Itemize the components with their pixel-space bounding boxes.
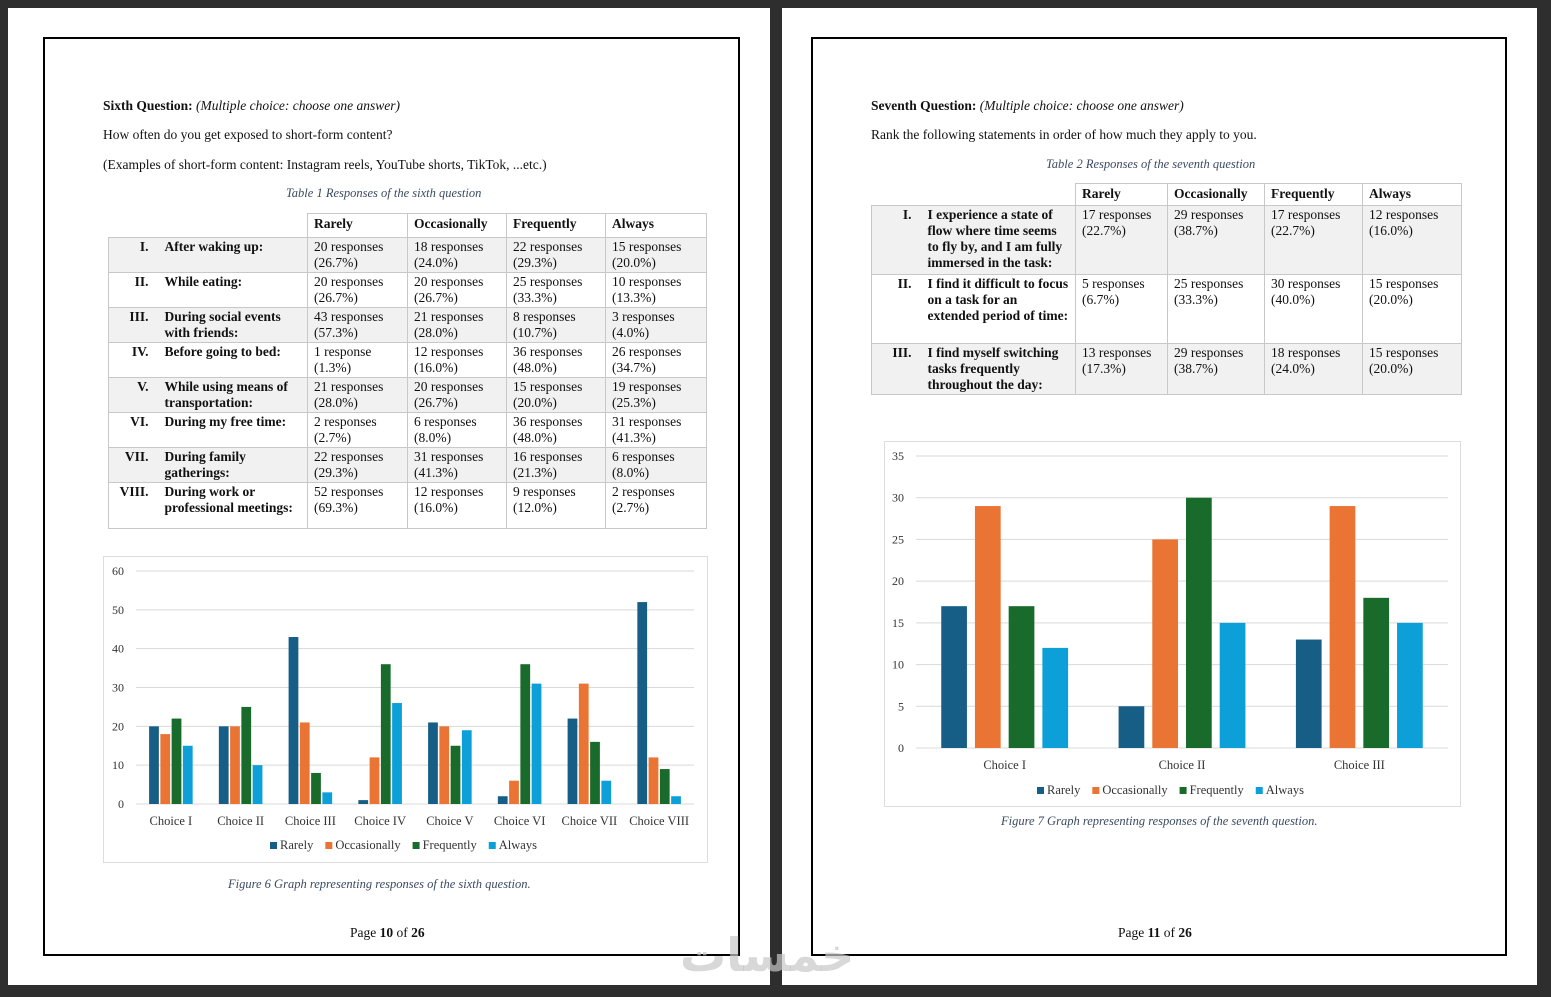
bar-rarely-choice-iii — [289, 637, 299, 804]
bar-rarely-choice-v — [428, 722, 438, 804]
response-cell: 6 responses (8.0%) — [408, 413, 507, 448]
response-cell: 26 responses (34.7%) — [606, 343, 707, 378]
bar-frequently-choice-i — [172, 719, 182, 804]
legend-swatch — [325, 842, 332, 849]
response-cell: 9 responses (12.0%) — [507, 483, 606, 529]
question-type: (Multiple choice: choose one answer) — [979, 98, 1184, 113]
legend-swatch — [1180, 787, 1187, 794]
legend-label: Rarely — [280, 838, 314, 852]
page-number — [350, 925, 425, 941]
bar-always-choice-i — [183, 746, 193, 804]
bar-occasionally-choice-i — [160, 734, 170, 804]
question-label: Seventh Question: — [871, 98, 977, 113]
response-cell: 52 responses (69.3%) — [308, 483, 408, 529]
table-row — [109, 238, 707, 273]
bar-rarely-choice-ii — [1119, 706, 1145, 748]
bar-chart — [885, 442, 1462, 808]
bar-rarely-choice-iv — [358, 800, 368, 804]
bar-chart — [104, 557, 709, 864]
bar-occasionally-choice-ii — [1152, 539, 1178, 748]
response-cell: 6 responses (8.0%) — [606, 448, 707, 483]
legend-swatch — [1256, 787, 1263, 794]
bar-always-choice-v — [462, 730, 472, 804]
response-cell: 29 responses (38.7%) — [1168, 344, 1265, 395]
response-cell: 17 responses (22.7%) — [1265, 206, 1363, 275]
page-of: of — [1160, 925, 1179, 940]
table-row — [109, 483, 707, 529]
bar-frequently-choice-ii — [241, 707, 251, 804]
table-row — [872, 275, 1462, 344]
x-tick-label: Choice IV — [354, 814, 406, 828]
response-cell: 43 responses (57.3%) — [308, 308, 408, 343]
bar-always-choice-iv — [392, 703, 402, 804]
row-number: II. — [109, 273, 159, 308]
bar-rarely-choice-vii — [568, 719, 578, 804]
response-cell: 17 responses (22.7%) — [1076, 206, 1168, 275]
response-cell: 20 responses (26.7%) — [408, 273, 507, 308]
y-tick-label: 50 — [112, 602, 124, 617]
bar-always-choice-iii — [322, 792, 332, 804]
bar-frequently-choice-viii — [660, 769, 670, 804]
bar-occasionally-choice-v — [439, 726, 449, 804]
legend-swatch — [270, 842, 277, 849]
response-cell: 12 responses (16.0%) — [1363, 206, 1462, 275]
page-total: 26 — [411, 925, 425, 940]
response-cell: 18 responses (24.0%) — [1265, 344, 1363, 395]
chart-box — [103, 556, 708, 863]
x-tick-label: Choice I — [149, 814, 193, 828]
row-number: VII. — [109, 448, 159, 483]
bar-always-choice-vi — [532, 684, 542, 804]
legend-swatch — [489, 842, 496, 849]
response-cell: 31 responses (41.3%) — [408, 448, 507, 483]
bar-frequently-choice-vi — [520, 664, 530, 804]
table-row — [109, 448, 707, 483]
response-cell: 2 responses (2.7%) — [308, 413, 408, 448]
y-tick-label: 25 — [892, 532, 904, 547]
response-cell: 29 responses (38.7%) — [1168, 206, 1265, 275]
row-number: I. — [872, 206, 922, 275]
bar-always-choice-ii — [1220, 623, 1246, 748]
table-row — [109, 413, 707, 448]
response-cell: 13 responses (17.3%) — [1076, 344, 1168, 395]
response-cell: 36 responses (48.0%) — [507, 413, 606, 448]
page-number — [1118, 925, 1192, 941]
table-row — [109, 308, 707, 343]
y-tick-label: 60 — [112, 564, 124, 578]
response-cell: 20 responses (26.7%) — [308, 273, 408, 308]
x-tick-label: Choice V — [426, 814, 474, 828]
bar-occasionally-choice-i — [975, 506, 1001, 748]
response-cell: 22 responses (29.3%) — [507, 238, 606, 273]
bar-always-choice-ii — [253, 765, 263, 804]
y-tick-label: 15 — [892, 615, 904, 630]
question-text: How often do you get exposed to short-form content? — [103, 127, 393, 142]
bar-always-choice-viii — [671, 796, 681, 804]
page-num: 10 — [379, 925, 394, 940]
y-tick-label: 0 — [898, 741, 904, 755]
question-text: Rank the following statements in order of how much they apply to you. — [871, 127, 1257, 142]
legend-label: Occasionally — [335, 838, 401, 852]
legend-swatch — [1037, 787, 1044, 794]
row-label: During social events with friends: — [159, 308, 308, 343]
x-tick-label: Choice II — [1158, 758, 1206, 772]
column-header: Always — [606, 214, 707, 238]
response-cell: 10 responses (13.3%) — [606, 273, 707, 308]
response-cell: 2 responses (2.7%) — [606, 483, 707, 529]
bar-rarely-choice-ii — [219, 726, 229, 804]
x-tick-label: Choice II — [217, 814, 265, 828]
row-number: IV. — [109, 343, 159, 378]
response-cell: 12 responses (16.0%) — [408, 483, 507, 529]
bar-rarely-choice-i — [149, 726, 159, 804]
column-header: Frequently — [507, 214, 606, 238]
table-row — [109, 378, 707, 413]
bar-rarely-choice-vi — [498, 796, 508, 804]
response-cell: 15 responses (20.0%) — [1363, 344, 1462, 395]
y-tick-label: 20 — [112, 719, 124, 734]
row-label: During work or professional meetings: — [159, 483, 308, 529]
bar-occasionally-choice-vi — [509, 781, 519, 804]
column-header: Rarely — [308, 214, 408, 238]
y-tick-label: 30 — [892, 490, 904, 505]
figure-caption: Figure 6 Graph representing responses of the sixth question. — [228, 877, 531, 891]
response-cell: 21 responses (28.0%) — [308, 378, 408, 413]
watermark-logo: خمسات — [680, 928, 855, 982]
bar-rarely-choice-iii — [1296, 640, 1322, 748]
question-heading — [871, 98, 1184, 114]
x-tick-label: Choice III — [284, 814, 336, 828]
response-cell: 15 responses (20.0%) — [606, 238, 707, 273]
y-tick-label: 30 — [112, 680, 124, 695]
row-number: VI. — [109, 413, 159, 448]
x-tick-label: Choice VII — [561, 814, 618, 828]
bar-occasionally-choice-iv — [370, 757, 380, 804]
y-tick-label: 5 — [898, 699, 904, 714]
bar-occasionally-choice-iii — [300, 722, 310, 804]
header-row — [109, 214, 707, 238]
response-cell: 3 responses (4.0%) — [606, 308, 707, 343]
bar-occasionally-choice-vii — [579, 684, 589, 804]
legend-swatch — [1092, 787, 1099, 794]
response-cell: 21 responses (28.0%) — [408, 308, 507, 343]
response-cell: 15 responses (20.0%) — [1363, 275, 1462, 344]
row-label: Before going to bed: — [159, 343, 308, 378]
bar-occasionally-choice-viii — [649, 757, 659, 804]
row-label: I find it difficult to focus on a task for an extended period of time: — [922, 275, 1076, 344]
page-of: of — [393, 925, 412, 940]
header-row — [872, 184, 1462, 206]
bar-always-choice-vii — [601, 781, 611, 804]
response-cell: 1 response (1.3%) — [308, 343, 408, 378]
response-cell: 30 responses (40.0%) — [1265, 275, 1363, 344]
legend-label: Frequently — [1189, 783, 1244, 797]
blank-header — [872, 184, 1076, 206]
response-cell: 20 responses (26.7%) — [308, 238, 408, 273]
bar-frequently-choice-iv — [381, 664, 391, 804]
y-tick-label: 10 — [112, 758, 124, 773]
column-header: Frequently — [1265, 184, 1363, 206]
response-cell: 36 responses (48.0%) — [507, 343, 606, 378]
bar-rarely-choice-viii — [637, 602, 647, 804]
page-prefix: Page — [1118, 925, 1148, 940]
bar-frequently-choice-ii — [1186, 498, 1212, 748]
legend-label: Rarely — [1047, 783, 1081, 797]
bar-frequently-choice-iii — [311, 773, 321, 804]
response-cell: 31 responses (41.3%) — [606, 413, 707, 448]
question-label: Sixth Question: — [103, 98, 193, 113]
page-prefix: Page — [350, 925, 380, 940]
response-cell: 18 responses (24.0%) — [408, 238, 507, 273]
response-cell: 16 responses (21.3%) — [507, 448, 606, 483]
bar-frequently-choice-v — [451, 746, 461, 804]
legend-label: Frequently — [422, 838, 477, 852]
figure-caption: Figure 7 Graph representing responses of the seventh question. — [1001, 814, 1318, 828]
question-heading — [103, 98, 400, 114]
table-row — [109, 273, 707, 308]
row-number: III. — [872, 344, 922, 395]
table-caption: Table 2 Responses of the seventh question — [1046, 157, 1256, 171]
bar-rarely-choice-i — [941, 606, 967, 748]
row-label: While using means of transportation: — [159, 378, 308, 413]
response-cell: 15 responses (20.0%) — [507, 378, 606, 413]
row-label: I experience a state of flow where time seems to fly by, and I am fully immersed in the task: — [922, 206, 1076, 275]
chart-box — [884, 441, 1461, 807]
legend-label: Always — [498, 838, 537, 852]
responses-table — [871, 183, 1462, 395]
response-cell: 20 responses (26.7%) — [408, 378, 507, 413]
row-label: During family gatherings: — [159, 448, 308, 483]
row-label: I find myself switching tasks frequently throughout the day: — [922, 344, 1076, 395]
bar-frequently-choice-i — [1009, 606, 1035, 748]
response-cell: 19 responses (25.3%) — [606, 378, 707, 413]
row-number: I. — [109, 238, 159, 273]
table-row — [872, 206, 1462, 275]
x-tick-label: Choice VI — [493, 814, 546, 828]
response-cell: 25 responses (33.3%) — [1168, 275, 1265, 344]
y-tick-label: 40 — [112, 641, 124, 656]
page-total: 26 — [1178, 925, 1192, 940]
table-caption: Table 1 Responses of the sixth question — [286, 186, 482, 200]
legend-label: Always — [1265, 783, 1304, 797]
x-tick-label: Choice VIII — [629, 814, 690, 828]
y-tick-label: 0 — [118, 797, 124, 811]
page-num: 11 — [1147, 925, 1161, 940]
bar-always-choice-i — [1042, 648, 1068, 748]
response-cell: 22 responses (29.3%) — [308, 448, 408, 483]
legend-label: Occasionally — [1102, 783, 1168, 797]
column-header: Occasionally — [1168, 184, 1265, 206]
row-label: While eating: — [159, 273, 308, 308]
row-label: During my free time: — [159, 413, 308, 448]
row-number: VIII. — [109, 483, 159, 529]
y-tick-label: 10 — [892, 657, 904, 672]
legend-swatch — [413, 842, 420, 849]
table-row — [872, 344, 1462, 395]
bar-always-choice-iii — [1397, 623, 1423, 748]
response-cell: 25 responses (33.3%) — [507, 273, 606, 308]
responses-table — [108, 213, 707, 529]
table-row — [109, 343, 707, 378]
y-tick-label: 35 — [892, 449, 904, 463]
bar-occasionally-choice-iii — [1330, 506, 1356, 748]
blank-header — [109, 214, 308, 238]
x-tick-label: Choice I — [983, 758, 1027, 772]
column-header: Occasionally — [408, 214, 507, 238]
bar-occasionally-choice-ii — [230, 726, 240, 804]
y-tick-label: 20 — [892, 574, 904, 589]
row-label: After waking up: — [159, 238, 308, 273]
bar-frequently-choice-vii — [590, 742, 600, 804]
response-cell: 12 responses (16.0%) — [408, 343, 507, 378]
row-number: V. — [109, 378, 159, 413]
column-header: Always — [1363, 184, 1462, 206]
row-number: III. — [109, 308, 159, 343]
examples-text: (Examples of short-form content: Instagram reels, YouTube shorts, TikTok, ...etc.) — [103, 157, 547, 172]
question-type: (Multiple choice: choose one answer) — [196, 98, 400, 113]
response-cell: 8 responses (10.7%) — [507, 308, 606, 343]
x-tick-label: Choice III — [1333, 758, 1385, 772]
row-number: II. — [872, 275, 922, 344]
response-cell: 5 responses (6.7%) — [1076, 275, 1168, 344]
column-header: Rarely — [1076, 184, 1168, 206]
bar-frequently-choice-iii — [1363, 598, 1389, 748]
